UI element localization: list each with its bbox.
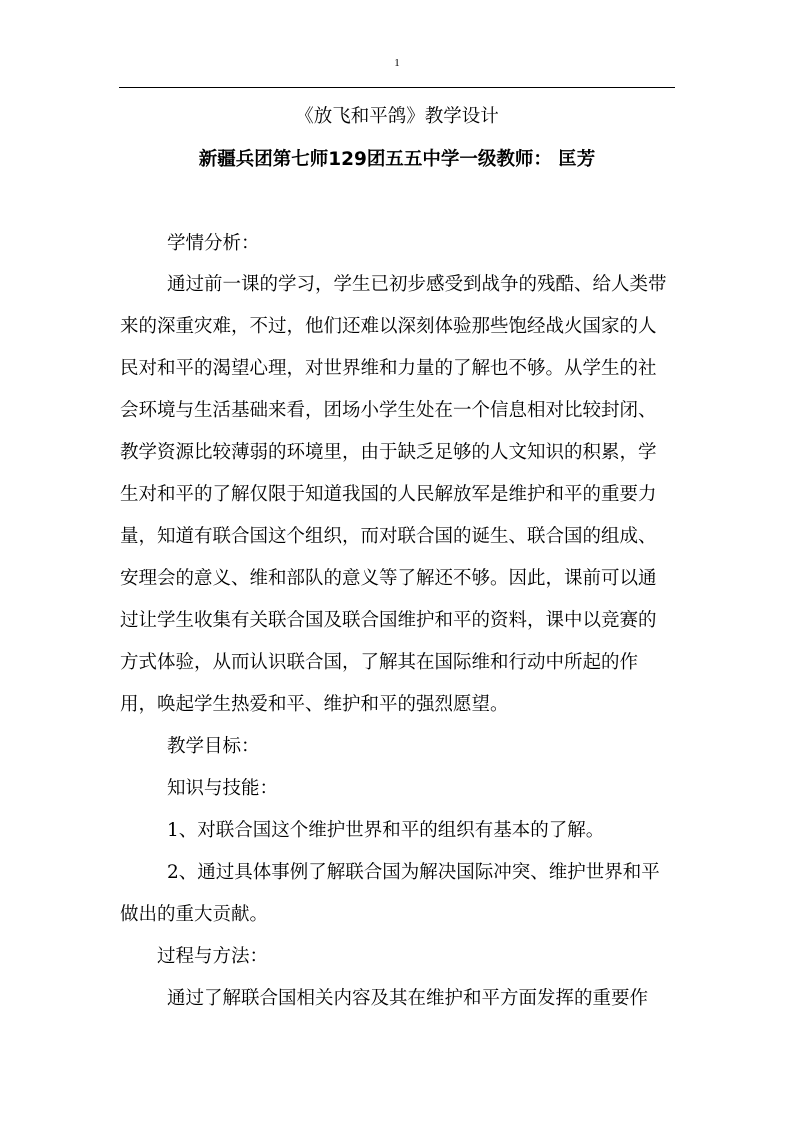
paragraph-line: 民对和平的渴望心理，对世界维和力量的了解也不够。从学生的社: [120, 358, 657, 379]
paragraph-line: 来的深重灾难，不过，他们还难以深刻体验那些饱经战火国家的人: [120, 316, 657, 337]
document-subtitle: 新疆兵团第七师129团五五中学一级教师： 匡芳: [198, 149, 596, 170]
header-rule: [119, 87, 675, 88]
situation-heading: 学情分析：: [167, 233, 260, 254]
knowledge-item-2-continued: 做出的重大贡献。: [120, 904, 269, 925]
paragraph-line: 用，唤起学生热爱和平、维护和平的强烈愿望。: [120, 694, 509, 715]
paragraph-line: 会环境与生活基础来看，团场小学生处在一个信息相对比较封闭、: [120, 400, 657, 421]
page-number: 1: [394, 57, 400, 69]
document-title: 《放飞和平鸽》教学设计: [295, 106, 499, 127]
goals-heading: 教学目标：: [167, 736, 260, 757]
paragraph-line: 生对和平的了解仅限于知道我国的人民解放军是维护和平的重要力: [120, 484, 657, 505]
knowledge-item-2: 2、通过具体事例了解联合国为解决国际冲突、维护世界和平: [167, 862, 660, 883]
paragraph-line: 教学资源比较薄弱的环境里，由于缺乏足够的人文知识的积累，学: [120, 442, 657, 463]
paragraph-line: 方式体验，从而认识联合国，了解其在国际维和行动中所起的作: [120, 652, 639, 673]
knowledge-heading: 知识与技能：: [167, 778, 279, 799]
paragraph-line: 过让学生收集有关联合国及联合国维护和平的资料，课中以竞赛的: [120, 610, 657, 631]
paragraph-line: 量，知道有联合国这个组织，而对联合国的诞生、联合国的组成、: [120, 526, 657, 547]
paragraph-line: 通过前一课的学习，学生已初步感受到战争的残酷、给人类带: [167, 274, 667, 295]
process-line: 通过了解联合国相关内容及其在维护和平方面发挥的重要作: [167, 988, 649, 1009]
knowledge-item-1: 1、对联合国这个维护世界和平的组织有基本的了解。: [167, 820, 605, 841]
paragraph-line: 安理会的意义、维和部队的意义等了解还不够。因此，课前可以通: [120, 568, 657, 589]
process-heading: 过程与方法：: [157, 946, 269, 967]
